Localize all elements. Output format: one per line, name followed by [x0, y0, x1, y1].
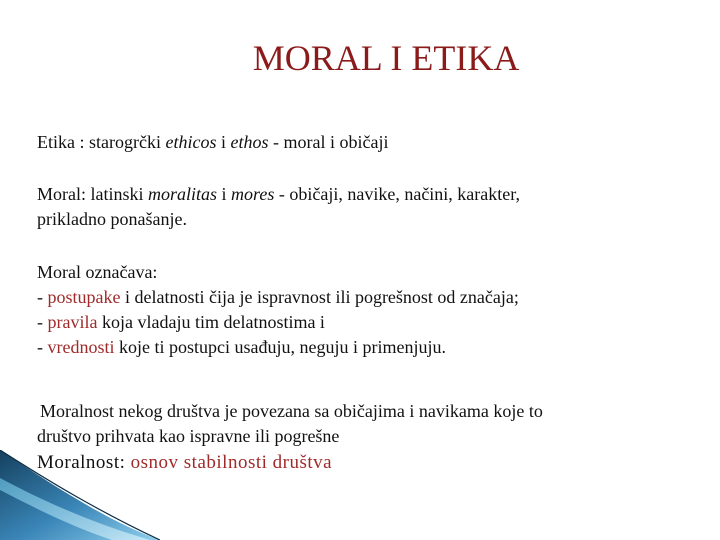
corner-swoosh-decoration: [0, 450, 160, 540]
moral-term-mores: mores: [231, 184, 275, 204]
etika-suffix: - moral i običaji: [268, 132, 389, 152]
etika-mid: i: [216, 132, 231, 152]
etika-definition: [37, 130, 388, 155]
moral-oznacava-list: [37, 260, 519, 360]
moral-prefix: Moral: latinski: [37, 184, 148, 204]
list-item-keyword: vrednosti: [47, 337, 115, 357]
etika-prefix: Etika : starogrčki: [37, 132, 166, 152]
moralnost-label: Moralnost:: [37, 452, 131, 473]
etika-term-ethicos: ethicos: [165, 132, 217, 152]
list-item-dash: -: [37, 337, 48, 357]
list-item-keyword: pravila: [47, 312, 98, 332]
moral-definition-line2: prikladno ponašanje.: [37, 209, 187, 229]
moralnost-drustva-line1: Moralnost nekog društva je povezana sa običajima i navikama koje to: [40, 401, 543, 421]
list-item: [37, 335, 519, 360]
list-item-text: i delatnosti čija je ispravnost ili pogrešnost od značaja;: [120, 287, 519, 307]
moral-definition-line1: [37, 182, 520, 207]
list-item-dash: -: [37, 287, 48, 307]
moralnost-drustva-paragraph: [37, 399, 543, 449]
moral-suffix: - običaji, navike, načini, karakter,: [274, 184, 521, 204]
list-item-dash: -: [37, 312, 48, 332]
slide-title: MORAL I ETIKA: [252, 38, 520, 78]
moralnost-value: osnov stabilnosti društva: [130, 452, 333, 473]
list-item: [37, 310, 519, 335]
moral-definition: [37, 182, 520, 232]
etika-term-ethos: ethos: [230, 132, 269, 152]
list-item-keyword: postupake: [47, 287, 121, 307]
moral-oznacava-heading: Moral označava:: [37, 262, 158, 282]
list-item-text: koja vladaju tim delatnostima i: [97, 312, 325, 332]
moral-term-moralitas: moralitas: [148, 184, 218, 204]
moralnost-drustva-line2: društvo prihvata kao ispravne ili pogrešne: [37, 426, 340, 446]
moral-mid: i: [217, 184, 232, 204]
list-item-text: koje ti postupci usađuju, neguju i primenjuju.: [114, 337, 446, 357]
list-item: [37, 285, 519, 310]
